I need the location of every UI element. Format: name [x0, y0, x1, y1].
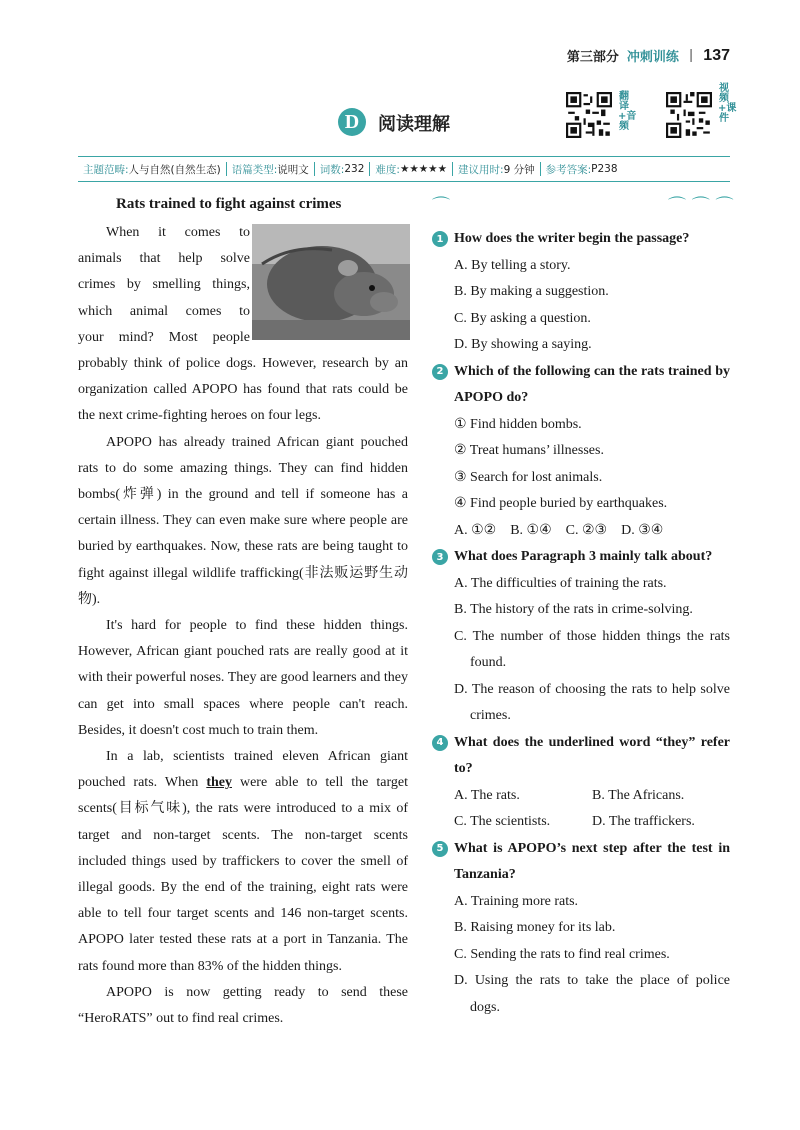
answer-option[interactable]: C. The scientists.	[454, 814, 551, 829]
part-label: 第三部分	[566, 50, 619, 65]
answer-option[interactable]: D. Using the rats to take the place of police dogs.	[454, 973, 730, 1015]
paragraph-4-text: In a lab, scientists trained eleven African giant pouched rats. When	[78, 749, 408, 791]
info-value: P238	[591, 163, 618, 175]
info-bar	[78, 156, 730, 182]
statement-item: ④ Find people buried by earthquakes.	[454, 496, 668, 511]
qr-caption-video: 视频+课件	[718, 83, 737, 124]
paragraph-5: APOPO is now getting ready to send these “HeroRATS” out to find real crimes.	[78, 984, 408, 1027]
answer-option[interactable]: D. By showing a saying.	[454, 337, 592, 352]
questions	[432, 226, 730, 1021]
info-label: 难度:	[375, 163, 400, 176]
qr-code-translation[interactable]	[566, 92, 612, 138]
info-value: 人与自然(自然生态)	[128, 163, 221, 176]
paragraph-1-line: which animal comes to	[78, 303, 250, 319]
section-badge: D	[338, 108, 366, 136]
answer-options-row	[432, 783, 730, 810]
question-1	[432, 226, 730, 359]
question-stem: What does the underlined word “they” refer to?	[454, 734, 730, 776]
answer-option[interactable]: B. The history of the rats in crime-solving.	[454, 602, 693, 617]
question-number-badge: 2	[432, 364, 448, 380]
info-value: ★★★★★	[399, 163, 448, 175]
question-2	[432, 359, 730, 545]
paragraph-1-line: animals that help solve	[78, 251, 250, 267]
answer-option[interactable]: A. The rats.	[454, 787, 520, 803]
answer-option[interactable]: D. ③④	[621, 522, 664, 538]
header-divider: |	[688, 48, 694, 63]
info-value: 9 分钟	[503, 163, 535, 176]
question-stem: How does the writer begin the passage?	[454, 231, 690, 246]
page-number: 137	[703, 46, 730, 64]
paragraph-4	[78, 744, 408, 980]
info-label: 建议用时:	[458, 163, 504, 176]
info-label: 参考答案:	[545, 163, 592, 176]
question-stem: What is APOPO’s next step after the test in Tanzania?	[454, 840, 730, 882]
info-label: 词数:	[319, 163, 345, 176]
decoration: ⌒ ⌒ ⌒	[668, 196, 734, 217]
question-number-badge: 4	[432, 735, 448, 751]
info-time	[453, 162, 541, 176]
answer-option[interactable]: A. Training more rats.	[454, 893, 579, 909]
statement-item: ① Find hidden bombs.	[454, 416, 582, 432]
info-text-type	[227, 162, 315, 176]
paragraph-1-line: When it comes to	[106, 225, 250, 240]
answer-option[interactable]: B. Raising money for its lab.	[454, 920, 616, 935]
info-word-count	[315, 162, 371, 176]
info-value: 说明文	[277, 163, 309, 176]
answer-option[interactable]: D. The reason of choosing the rats to help solve crimes.	[454, 681, 730, 723]
answer-option[interactable]: B. ①④	[510, 522, 552, 538]
paragraph-4-text: were able to tell the target scents(目标气味), the rats were introduced to a mix of target and non-target scents. The non-target scents included things used by traffickers to cover the smell of illegal goods. By the end of the training, eight rats were able to tell four target scents and 146 non-target scents. APOPO later tested these rats at a port in Tanzania. The rats found more than 83% of the hidden things.	[78, 775, 408, 974]
running-header	[567, 46, 730, 65]
paragraph-1: probably think of police dogs. However, research by an organization called APOPO has found that rats could be the next crime-fighting heroes on four legs.	[78, 356, 408, 424]
question-5	[432, 836, 730, 1022]
info-answer-ref	[541, 162, 623, 176]
decoration: ⌒	[432, 196, 450, 217]
qr-caption-translation: 翻译+音频	[618, 91, 637, 132]
paragraph-1-line: crimes by smelling things,	[78, 277, 250, 293]
info-value: 232	[344, 163, 365, 175]
question-4	[432, 730, 730, 836]
statement-item: ② Treat humans’ illnesses.	[454, 443, 604, 458]
question-number-badge: 1	[432, 231, 448, 247]
question-number-badge: 5	[432, 841, 448, 857]
question-stem: What does Paragraph 3 mainly talk about?	[454, 549, 713, 564]
answer-option[interactable]: A. By telling a story.	[454, 257, 571, 273]
answer-option[interactable]: B. By making a suggestion.	[454, 284, 609, 299]
paragraph-2: APOPO has already trained African giant pouched rats to do some amazing things. They can find hidden bombs(炸弹) in the ground and tell if someone has a certain illness. They can even make sure where people are buried by earthquakes. Now, these rats are being taught to fight against illegal wildlife trafficking(非法贩运野生动物).	[78, 434, 408, 607]
info-label: 语篇类型:	[231, 163, 278, 176]
question-number-badge: 3	[432, 549, 448, 565]
answer-option[interactable]: C. The number of those hidden things the rats found.	[454, 628, 730, 670]
paragraph-3: It's hard for people to find these hidden things. However, African giant pouched rats are really good at it with their powerful noses. They are good learners and they can get into small spaces where people can't reach. Besides, it doesn't cost much to train them.	[78, 618, 408, 738]
answer-options-row	[432, 518, 730, 545]
paragraph-1-line: your mind? Most people	[78, 329, 250, 345]
info-difficulty	[370, 162, 453, 176]
answer-option[interactable]: C. ②③	[565, 522, 608, 538]
answer-option[interactable]: A. The difficulties of training the rats.	[454, 575, 667, 591]
info-theme	[78, 162, 227, 176]
section-title: 阅读理解	[378, 114, 450, 135]
section-label: 冲刺训练	[626, 50, 679, 65]
info-label: 主题范畴:	[83, 163, 129, 176]
question-stem: Which of the following can the rats trained by APOPO do?	[454, 363, 730, 405]
qr-code-video[interactable]	[666, 92, 712, 138]
answer-option[interactable]: C. By asking a question.	[454, 310, 591, 326]
answer-options-row	[432, 809, 730, 836]
answer-option[interactable]: B. The Africans.	[592, 787, 685, 803]
answer-option[interactable]: D. The traffickers.	[592, 814, 695, 829]
underlined-word: they	[206, 775, 232, 791]
answer-option[interactable]: A. ①②	[454, 522, 497, 538]
statement-item: ③ Search for lost animals.	[454, 469, 603, 485]
passage-title: Rats trained to fight against crimes	[116, 196, 342, 212]
answer-option[interactable]: C. Sending the rats to find real crimes.	[454, 946, 670, 962]
passage-body	[78, 220, 408, 1032]
question-3	[432, 544, 730, 730]
